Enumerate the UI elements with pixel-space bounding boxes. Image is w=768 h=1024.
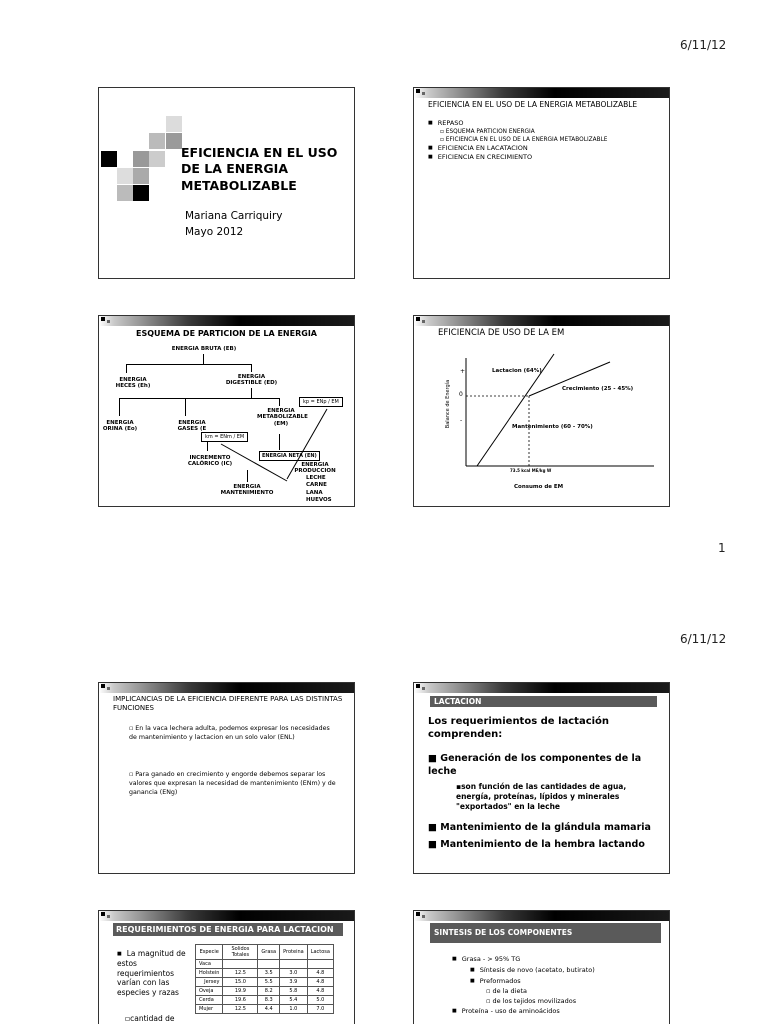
table-row: Vaca xyxy=(196,960,334,969)
outline-subitem: ▫ EFICIENCIA EN EL USO DE LA ENERGIA METABOLIZABLE xyxy=(440,137,608,144)
node-ic: INCREMENTO CALÓRICO (IC) xyxy=(187,455,233,468)
sub-bullet: ▪son función de las cantidades de agua, energía, proteínas, lípidos y minerales "exportados" en la leche xyxy=(456,782,627,811)
col-header: Lactosa xyxy=(307,945,333,960)
slide-header-bar xyxy=(414,88,669,98)
presentation-date: Mayo 2012 xyxy=(185,226,244,239)
page-number: 1 xyxy=(718,541,726,555)
y-axis-label: Balance de Energía xyxy=(445,379,452,429)
synthesis-subitem: ■ Preformados xyxy=(452,976,595,987)
outline-subitem: ▫ ESQUEMA PARTICION ENERGIA xyxy=(440,129,535,136)
slide-implications xyxy=(98,682,355,874)
ytick: + xyxy=(460,368,466,375)
decor-square xyxy=(117,185,133,201)
table-row: Jersey 15.0 5.5 3.9 4.8 xyxy=(196,978,334,987)
decor-square xyxy=(117,168,133,184)
slide-heading: SINTESIS DE LOS COMPONENTES xyxy=(430,923,661,943)
col-header: Grasa xyxy=(258,945,280,960)
table-row: Cerda 19.6 8.3 5.4 5.0 xyxy=(196,996,334,1005)
slide-title xyxy=(98,87,355,279)
node-ed: ENERGIA DIGESTIBLE (ED) xyxy=(225,374,278,387)
slide-energy-partition xyxy=(98,315,355,507)
table-row: Oveja 19.9 8.2 5.8 4.8 xyxy=(196,987,334,996)
decor-square xyxy=(133,168,149,184)
node-eg: ENERGIA GASES (E xyxy=(177,420,207,433)
x-axis-label: Consumo de EM xyxy=(514,484,564,490)
table-header-row xyxy=(196,945,334,960)
col-header: Especie xyxy=(196,945,223,960)
maintenance-label: Mantenimiento (60 - 70%) xyxy=(512,424,593,430)
node-em: ENERGIA METABOLIZABLE (EM) xyxy=(257,408,308,427)
implication-item: ▫ En la vaca lechera adulta, podemos expresar los necesidades de mantenimiento y lactacion en un solo valor (ENL) xyxy=(129,725,330,742)
prod-item: CARNE xyxy=(306,482,327,489)
outline-list xyxy=(428,119,607,163)
node-en: ENERGIA NETA (EN) xyxy=(259,451,320,461)
slide-title-text: EFICIENCIA EN EL USO DE LA ENERGIA METABOLIZABLE xyxy=(181,145,338,193)
requirements-subbullet: ▫cantidad de xyxy=(125,1014,175,1023)
node-eb: ENERGIA BRUTA (EB) xyxy=(171,346,237,352)
synthesis-list xyxy=(452,954,595,1017)
synthesis-item: ■ Grasa - > 95% TG xyxy=(452,954,595,965)
prod-item: LANA xyxy=(306,489,323,496)
table-row: Mujer 12.5 4.4 1.0 7.0 xyxy=(196,1005,334,1014)
efficiency-chart xyxy=(414,316,670,507)
slide-header-bar xyxy=(99,911,354,921)
node-eh: ENERGIA HECES (Eh) xyxy=(115,377,151,390)
decor-square xyxy=(149,133,165,149)
slide-heading: EFICIENCIA DE USO DE LA EM xyxy=(438,328,565,338)
slide-lactation-requirements xyxy=(98,910,355,1024)
lactation-intro: Los requerimientos de lactación comprenden: xyxy=(428,716,610,740)
slide-heading: LACTACION xyxy=(430,696,657,707)
slide-em-efficiency xyxy=(413,315,670,507)
author xyxy=(185,208,283,241)
bullet-components: ■ Generación de los componentes de la leche xyxy=(428,753,642,777)
slide-heading: ESQUEMA DE PARTICION DE LA ENERGIA xyxy=(136,329,317,338)
ytick: 0 xyxy=(459,391,463,398)
slide-header-bar xyxy=(414,683,669,693)
slide-heading: IMPLICANCIAS DE LA EFICIENCIA DIFERENTE PARA LAS DISTINTAS FUNCIONES xyxy=(113,695,343,713)
slide-header-bar xyxy=(414,911,669,921)
table-row: Holstein 12.5 3.5 3.0 4.8 xyxy=(196,969,334,978)
synthesis-subsubitem: ▫ de los tejidos movilizados xyxy=(486,997,577,1006)
outline-item: ■ EFICIENCIA EN CRECIMIENTO xyxy=(428,153,607,162)
outline-item: ■ REPASO xyxy=(428,119,607,128)
synthesis-subsubitem: ▫ de la dieta xyxy=(486,987,527,996)
slide-heading: EFICIENCIA EN EL USO DE LA ENERGIA METABOLIZABLE xyxy=(428,100,638,109)
page-date: 6/11/12 xyxy=(680,632,727,646)
km-formula: km = ENm / EM xyxy=(201,432,248,442)
prod-item: LECHE xyxy=(306,475,326,481)
prod-item: HUEVOS xyxy=(306,497,332,504)
synthesis-item: ■ Proteína - uso de aminoácidos xyxy=(452,1006,595,1017)
author-name: Mariana Carriquiry xyxy=(185,210,283,222)
x-note: 73.5 kcal ME/kg W xyxy=(510,468,552,473)
ytick: - xyxy=(460,417,463,424)
synthesis-subitem: ■ Síntesis de novo (acetato, butirato) xyxy=(452,965,595,976)
page-date: 6/11/12 xyxy=(680,38,727,52)
decor-square xyxy=(166,133,182,149)
slide-outline xyxy=(413,87,670,279)
requirements-bullet: ■ La magnitud de estos requerimientos varían con las especies y razas xyxy=(117,949,191,998)
decor-square xyxy=(101,151,117,167)
decor-square xyxy=(133,185,149,201)
slide-component-synthesis xyxy=(413,910,670,1024)
node-eo: ENERGIA ORINA (Eo) xyxy=(102,420,138,433)
node-emant: ENERGIA MANTENIMIENTO xyxy=(220,484,274,497)
diagram-arrows xyxy=(99,316,355,507)
slide-lactation xyxy=(413,682,670,874)
lactation-label: Lactacion (64%) xyxy=(492,368,542,374)
kp-formula: kp = ENp / EM xyxy=(299,397,343,407)
col-header: Solidos Totales xyxy=(223,945,258,960)
bullet-female: ■ Mantenimiento de la hembra lactando xyxy=(428,839,645,850)
bullet-gland: ■ Mantenimiento de la glándula mamaria xyxy=(428,822,651,833)
decor-square xyxy=(149,151,165,167)
implication-item: ▫ Para ganado en crecimiento y engorde debemos separar los valores que expresan la necesidad de mantenimiento (ENm) y de ganancia (ENg) xyxy=(129,771,336,797)
decor-square xyxy=(166,116,182,132)
slide-header-bar xyxy=(99,683,354,693)
node-eprod: ENERGIA PRODUCCION xyxy=(294,462,336,475)
growth-label: Crecimiento (25 - 45%) xyxy=(562,386,634,392)
milk-composition-table xyxy=(195,944,334,1014)
outline-item: ■ EFICIENCIA EN LACATACION xyxy=(428,144,607,153)
col-header: Proteina xyxy=(280,945,308,960)
decor-square xyxy=(133,151,149,167)
slide-heading: REQUERIMIENTOS DE ENERGIA PARA LACTACION xyxy=(113,923,343,936)
